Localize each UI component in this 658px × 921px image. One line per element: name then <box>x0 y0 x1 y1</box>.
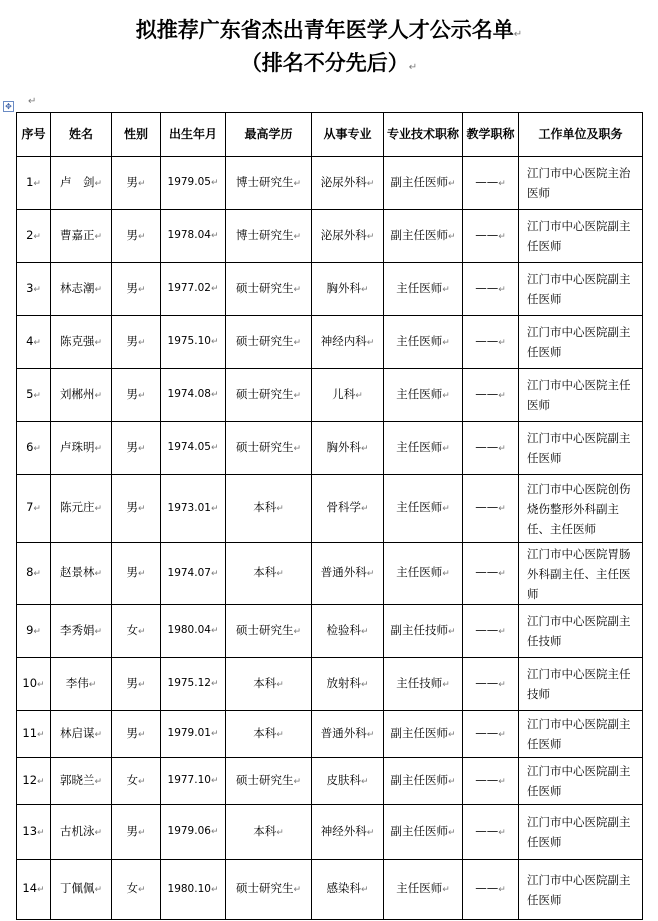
cell-gender: 男↵ <box>112 711 161 758</box>
table-row <box>17 543 643 605</box>
cell-birth: 1974.07↵ <box>161 543 226 605</box>
cell-tech-title: 主任医师↵ <box>384 369 463 422</box>
cell-specialty: 儿科↵ <box>312 369 384 422</box>
cell-specialty: 普通外科↵ <box>312 711 384 758</box>
cell-gender: 男↵ <box>112 543 161 605</box>
cell-specialty: 神经外科↵ <box>312 805 384 860</box>
cell-specialty: 普通外科↵ <box>312 543 384 605</box>
cell-birth: 1980.04↵ <box>161 605 226 658</box>
cell-gender: 男↵ <box>112 805 161 860</box>
cell-gender: 男↵ <box>112 422 161 475</box>
cell-gender: 女↵ <box>112 860 161 920</box>
table-row <box>17 658 643 711</box>
cell-teaching-title: ——↵ <box>463 805 519 860</box>
header-tech-title: 专业技术职称 <box>384 113 463 157</box>
cell-education: 硕士研究生↵ <box>226 263 312 316</box>
table-row <box>17 758 643 805</box>
cell-teaching-title: ——↵ <box>463 157 519 210</box>
cell-tech-title: 主任医师↵ <box>384 860 463 920</box>
cell-specialty: 检验科↵ <box>312 605 384 658</box>
cell-unit: 江门市中心医院副主任医师 <box>519 805 643 860</box>
paragraph-mark: ↵ <box>28 96 37 107</box>
cell-name: 刘郴州↵ <box>51 369 112 422</box>
cell-seq: 3↵ <box>17 263 51 316</box>
cell-seq: 8↵ <box>17 543 51 605</box>
cell-education: 硕士研究生↵ <box>226 369 312 422</box>
cell-gender: 男↵ <box>112 658 161 711</box>
cell-education: 硕士研究生↵ <box>226 605 312 658</box>
cell-specialty: 泌尿外科↵ <box>312 210 384 263</box>
cell-specialty: 泌尿外科↵ <box>312 157 384 210</box>
cell-unit: 江门市中心医院胃肠外科副主任、主任医师 <box>519 543 643 605</box>
cell-tech-title: 主任技师↵ <box>384 658 463 711</box>
cell-teaching-title: ——↵ <box>463 543 519 605</box>
cell-teaching-title: ——↵ <box>463 758 519 805</box>
cell-seq: 4↵ <box>17 316 51 369</box>
cell-name: 曹嘉正↵ <box>51 210 112 263</box>
cell-specialty: 放射科↵ <box>312 658 384 711</box>
header-unit: 工作单位及职务 <box>519 113 643 157</box>
cell-gender: 男↵ <box>112 263 161 316</box>
header-specialty: 从事专业 <box>312 113 384 157</box>
cell-tech-title: 主任医师↵ <box>384 475 463 543</box>
cell-tech-title: 主任医师↵ <box>384 422 463 475</box>
cell-specialty: 神经内科↵ <box>312 316 384 369</box>
cell-seq: 10↵ <box>17 658 51 711</box>
cell-education: 硕士研究生↵ <box>226 758 312 805</box>
cell-tech-title: 主任医师↵ <box>384 543 463 605</box>
nominee-table <box>16 112 643 920</box>
cell-teaching-title: ——↵ <box>463 316 519 369</box>
cell-seq: 9↵ <box>17 605 51 658</box>
cell-gender: 男↵ <box>112 210 161 263</box>
cell-tech-title: 副主任医师↵ <box>384 157 463 210</box>
document-title: 拟推荐广东省杰出青年医学人才公示名单↵ <box>135 18 523 42</box>
cell-name: 林志潮↵ <box>51 263 112 316</box>
cell-seq: 5↵ <box>17 369 51 422</box>
cell-birth: 1980.10↵ <box>161 860 226 920</box>
cell-seq: 7↵ <box>17 475 51 543</box>
table-row <box>17 422 643 475</box>
cell-name: 陈元庄↵ <box>51 475 112 543</box>
cell-tech-title: 主任医师↵ <box>384 316 463 369</box>
cell-unit: 江门市中心医院创伤烧伤整形外科副主任、主任医师 <box>519 475 643 543</box>
cell-education: 硕士研究生↵ <box>226 860 312 920</box>
cell-education: 本科↵ <box>226 711 312 758</box>
cell-name: 陈克强↵ <box>51 316 112 369</box>
cell-teaching-title: ——↵ <box>463 475 519 543</box>
cell-specialty: 胸外科↵ <box>312 263 384 316</box>
header-education: 最高学历 <box>226 113 312 157</box>
cell-education: 本科↵ <box>226 658 312 711</box>
cell-seq: 12↵ <box>17 758 51 805</box>
cell-seq: 11↵ <box>17 711 51 758</box>
cell-birth: 1974.05↵ <box>161 422 226 475</box>
cell-tech-title: 副主任医师↵ <box>384 210 463 263</box>
cell-name: 郭晓兰↵ <box>51 758 112 805</box>
cell-birth: 1974.08↵ <box>161 369 226 422</box>
cell-birth: 1973.01↵ <box>161 475 226 543</box>
header-teaching-title: 教学职称 <box>463 113 519 157</box>
cell-birth: 1979.05↵ <box>161 157 226 210</box>
cell-tech-title: 副主任医师↵ <box>384 758 463 805</box>
cell-birth: 1975.12↵ <box>161 658 226 711</box>
cell-tech-title: 副主任医师↵ <box>384 805 463 860</box>
header-gender: 性别 <box>112 113 161 157</box>
table-row <box>17 369 643 422</box>
table-row <box>17 860 643 920</box>
header-birth: 出生年月 <box>161 113 226 157</box>
cell-unit: 江门市中心医院副主任医师 <box>519 758 643 805</box>
cell-name: 林启谋↵ <box>51 711 112 758</box>
cell-gender: 男↵ <box>112 369 161 422</box>
cell-specialty: 骨科学↵ <box>312 475 384 543</box>
cell-name: 李伟↵ <box>51 658 112 711</box>
cell-gender: 女↵ <box>112 605 161 658</box>
cell-birth: 1979.06↵ <box>161 805 226 860</box>
cell-tech-title: 副主任技师↵ <box>384 605 463 658</box>
cell-specialty: 感染科↵ <box>312 860 384 920</box>
cell-name: 丁佩佩↵ <box>51 860 112 920</box>
cell-education: 硕士研究生↵ <box>226 316 312 369</box>
cell-seq: 14↵ <box>17 860 51 920</box>
cell-education: 本科↵ <box>226 543 312 605</box>
cell-unit: 江门市中心医院副主任医师 <box>519 711 643 758</box>
cell-education: 本科↵ <box>226 475 312 543</box>
cell-education: 硕士研究生↵ <box>226 422 312 475</box>
cell-name: 赵景林↵ <box>51 543 112 605</box>
cell-specialty: 胸外科↵ <box>312 422 384 475</box>
table-row <box>17 316 643 369</box>
table-row <box>17 805 643 860</box>
header-name: 姓名 <box>51 113 112 157</box>
cell-seq: 13↵ <box>17 805 51 860</box>
table-row <box>17 157 643 210</box>
cell-teaching-title: ——↵ <box>463 369 519 422</box>
cell-name: 卢珠明↵ <box>51 422 112 475</box>
cell-education: 本科↵ <box>226 805 312 860</box>
cell-unit: 江门市中心医院主任技师 <box>519 658 643 711</box>
cell-unit: 江门市中心医院副主任医师 <box>519 316 643 369</box>
cell-unit: 江门市中心医院主治医师 <box>519 157 643 210</box>
cell-teaching-title: ——↵ <box>463 210 519 263</box>
table-row <box>17 263 643 316</box>
cell-teaching-title: ——↵ <box>463 860 519 920</box>
cell-unit: 江门市中心医院副主任医师 <box>519 422 643 475</box>
cell-birth: 1979.01↵ <box>161 711 226 758</box>
cell-unit: 江门市中心医院副主任医师 <box>519 860 643 920</box>
cell-birth: 1978.04↵ <box>161 210 226 263</box>
cell-birth: 1977.10↵ <box>161 758 226 805</box>
cell-name: 古机泳↵ <box>51 805 112 860</box>
cell-name: 李秀娟↵ <box>51 605 112 658</box>
header-seq: 序号 <box>17 113 51 157</box>
cell-seq: 6↵ <box>17 422 51 475</box>
cell-seq: 2↵ <box>17 210 51 263</box>
table-row <box>17 711 643 758</box>
cell-education: 博士研究生↵ <box>226 210 312 263</box>
cell-gender: 男↵ <box>112 475 161 543</box>
cell-teaching-title: ——↵ <box>463 422 519 475</box>
cell-name: 卢 剑↵ <box>51 157 112 210</box>
cell-birth: 1975.10↵ <box>161 316 226 369</box>
cell-teaching-title: ——↵ <box>463 605 519 658</box>
cell-teaching-title: ——↵ <box>463 263 519 316</box>
cell-birth: 1977.02↵ <box>161 263 226 316</box>
cell-tech-title: 副主任医师↵ <box>384 711 463 758</box>
cell-unit: 江门市中心医院副主任技师 <box>519 605 643 658</box>
document-subtitle: （排名不分先后）↵ <box>240 51 418 75</box>
cell-unit: 江门市中心医院副主任医师 <box>519 263 643 316</box>
table-row <box>17 210 643 263</box>
cell-education: 博士研究生↵ <box>226 157 312 210</box>
move-handle-icon[interactable]: ✥ <box>3 101 14 112</box>
table-row <box>17 605 643 658</box>
cell-unit: 江门市中心医院主任医师 <box>519 369 643 422</box>
cell-teaching-title: ——↵ <box>463 658 519 711</box>
cell-specialty: 皮肤科↵ <box>312 758 384 805</box>
table-row <box>17 475 643 543</box>
cell-tech-title: 主任医师↵ <box>384 263 463 316</box>
cell-seq: 1↵ <box>17 157 51 210</box>
cell-gender: 男↵ <box>112 316 161 369</box>
cell-gender: 女↵ <box>112 758 161 805</box>
cell-gender: 男↵ <box>112 157 161 210</box>
cell-teaching-title: ——↵ <box>463 711 519 758</box>
table-header-row <box>17 113 643 157</box>
cell-unit: 江门市中心医院副主任医师 <box>519 210 643 263</box>
